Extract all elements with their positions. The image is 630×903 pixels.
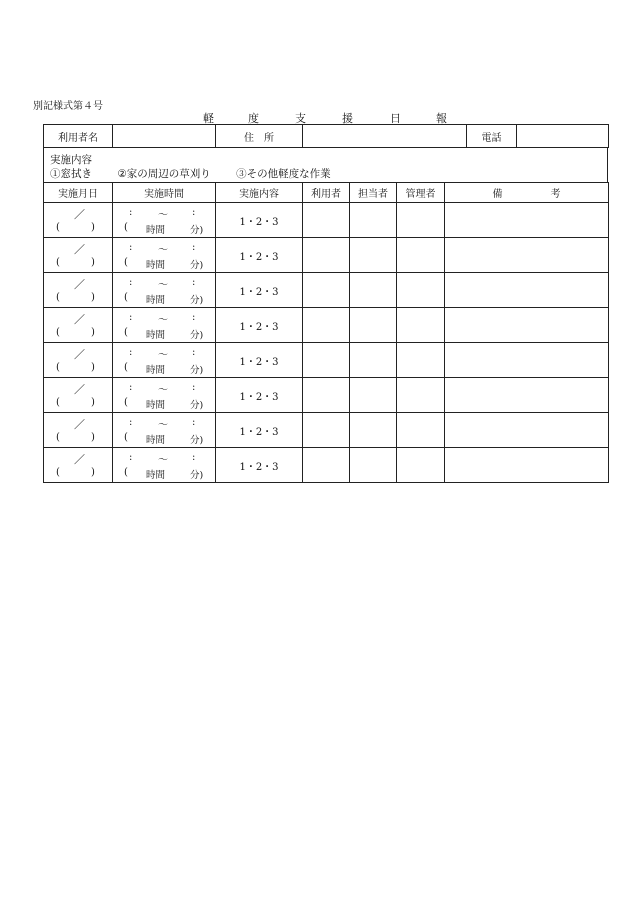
table-row bbox=[44, 378, 609, 413]
column-header: 実施月日 bbox=[44, 183, 113, 203]
staff-stamp-cell[interactable] bbox=[350, 378, 397, 413]
manager-stamp-cell[interactable] bbox=[397, 238, 445, 273]
duration-paren-open: ( bbox=[124, 432, 128, 443]
time-range-tilde: ～ bbox=[158, 455, 168, 466]
weekday-paren-open: ( bbox=[56, 397, 60, 408]
time-range-tilde: ～ bbox=[158, 385, 168, 396]
end-time-colon: : bbox=[192, 417, 196, 428]
duration-paren-open: ( bbox=[124, 327, 128, 338]
date-cell[interactable] bbox=[44, 343, 113, 378]
weekday-paren-close: ) bbox=[91, 362, 95, 373]
end-time-colon: : bbox=[192, 452, 196, 463]
content-section-label: 実施内容 bbox=[50, 154, 92, 166]
staff-stamp-cell[interactable] bbox=[350, 273, 397, 308]
end-time-colon: : bbox=[192, 382, 196, 393]
column-header-remarks bbox=[445, 183, 609, 203]
user-stamp-cell[interactable] bbox=[303, 448, 350, 483]
date-slash: ／ bbox=[74, 278, 85, 291]
phone-field[interactable] bbox=[517, 125, 609, 148]
user-name-field[interactable] bbox=[113, 125, 216, 148]
user-info-table bbox=[43, 124, 609, 148]
duration-paren-open: ( bbox=[124, 397, 128, 408]
start-time-colon: : bbox=[129, 277, 133, 288]
remarks-cell[interactable] bbox=[445, 448, 609, 483]
title-char: 度 bbox=[248, 112, 259, 125]
date-cell[interactable] bbox=[44, 238, 113, 273]
manager-stamp-cell[interactable] bbox=[397, 448, 445, 483]
duration-minutes-label: 分) bbox=[190, 225, 204, 236]
date-cell[interactable] bbox=[44, 378, 113, 413]
start-time-colon: : bbox=[129, 417, 133, 428]
duration-paren-open: ( bbox=[124, 292, 128, 303]
end-time-colon: : bbox=[192, 312, 196, 323]
table-row bbox=[44, 238, 609, 273]
form-number: 別記様式第４号 bbox=[33, 101, 103, 112]
duration-minutes-label: 分) bbox=[190, 470, 204, 481]
duration-paren-open: ( bbox=[124, 467, 128, 478]
staff-stamp-cell[interactable] bbox=[350, 413, 397, 448]
end-time-colon: : bbox=[192, 207, 196, 218]
date-slash: ／ bbox=[74, 243, 85, 256]
time-range-tilde: ～ bbox=[158, 210, 168, 221]
duration-hours-label: 時間 bbox=[146, 470, 166, 481]
content-cell[interactable]: 1・2・3 bbox=[216, 238, 303, 273]
daily-report-table bbox=[43, 182, 609, 483]
user-stamp-cell[interactable] bbox=[303, 343, 350, 378]
user-name-label: 利用者名 bbox=[44, 125, 113, 148]
title-char: 支 bbox=[295, 112, 306, 125]
end-time-colon: : bbox=[192, 242, 196, 253]
time-range-tilde: ～ bbox=[158, 245, 168, 256]
table-header-row bbox=[44, 183, 609, 203]
content-cell[interactable]: 1・2・3 bbox=[216, 448, 303, 483]
remarks-cell[interactable] bbox=[445, 273, 609, 308]
date-cell[interactable] bbox=[44, 448, 113, 483]
date-cell[interactable] bbox=[44, 203, 113, 238]
date-cell[interactable] bbox=[44, 413, 113, 448]
time-range-tilde: ～ bbox=[158, 350, 168, 361]
staff-stamp-cell[interactable] bbox=[350, 203, 397, 238]
time-cell[interactable] bbox=[113, 273, 216, 308]
staff-stamp-cell[interactable] bbox=[350, 343, 397, 378]
content-option: ②家の周辺の草刈り bbox=[117, 168, 211, 180]
weekday-paren-close: ) bbox=[91, 432, 95, 443]
time-range-tilde: ～ bbox=[158, 315, 168, 326]
duration-paren-open: ( bbox=[124, 222, 128, 233]
start-time-colon: : bbox=[129, 207, 133, 218]
start-time-colon: : bbox=[129, 347, 133, 358]
user-stamp-cell[interactable] bbox=[303, 308, 350, 343]
start-time-colon: : bbox=[129, 452, 133, 463]
manager-stamp-cell[interactable] bbox=[397, 308, 445, 343]
duration-paren-open: ( bbox=[124, 257, 128, 268]
user-stamp-cell[interactable] bbox=[303, 273, 350, 308]
duration-hours-label: 時間 bbox=[146, 295, 166, 306]
title-char: 援 bbox=[342, 112, 353, 125]
content-cell[interactable]: 1・2・3 bbox=[216, 203, 303, 238]
content-cell[interactable]: 1・2・3 bbox=[216, 413, 303, 448]
remarks-cell[interactable] bbox=[445, 308, 609, 343]
manager-stamp-cell[interactable] bbox=[397, 343, 445, 378]
date-cell[interactable] bbox=[44, 273, 113, 308]
time-cell[interactable] bbox=[113, 343, 216, 378]
time-cell[interactable] bbox=[113, 448, 216, 483]
time-range-tilde: ～ bbox=[158, 280, 168, 291]
table-row bbox=[44, 308, 609, 343]
weekday-paren-close: ) bbox=[91, 467, 95, 478]
start-time-colon: : bbox=[129, 382, 133, 393]
phone-label: 電話 bbox=[467, 125, 517, 148]
column-header: 管理者 bbox=[397, 183, 445, 203]
time-cell[interactable] bbox=[113, 413, 216, 448]
weekday-paren-close: ) bbox=[91, 257, 95, 268]
table-row bbox=[44, 413, 609, 448]
date-cell[interactable] bbox=[44, 308, 113, 343]
remarks-char: 備 bbox=[492, 189, 503, 200]
user-stamp-cell[interactable] bbox=[303, 238, 350, 273]
duration-hours-label: 時間 bbox=[146, 260, 166, 271]
start-time-colon: : bbox=[129, 312, 133, 323]
weekday-paren-close: ) bbox=[91, 397, 95, 408]
duration-paren-open: ( bbox=[124, 362, 128, 373]
user-stamp-cell[interactable] bbox=[303, 413, 350, 448]
duration-hours-label: 時間 bbox=[146, 330, 166, 341]
column-header: 実施内容 bbox=[216, 183, 303, 203]
duration-hours-label: 時間 bbox=[146, 400, 166, 411]
time-cell[interactable] bbox=[113, 238, 216, 273]
date-slash: ／ bbox=[74, 453, 85, 466]
manager-stamp-cell[interactable] bbox=[397, 378, 445, 413]
column-header: 実施時間 bbox=[113, 183, 216, 203]
column-header: 担当者 bbox=[350, 183, 397, 203]
duration-hours-label: 時間 bbox=[146, 365, 166, 376]
address-field[interactable] bbox=[303, 125, 467, 148]
title-char: 日 bbox=[390, 112, 401, 125]
date-slash: ／ bbox=[74, 348, 85, 361]
weekday-paren-open: ( bbox=[56, 292, 60, 303]
column-header: 利用者 bbox=[303, 183, 350, 203]
weekday-paren-close: ) bbox=[91, 327, 95, 338]
date-slash: ／ bbox=[74, 313, 85, 326]
date-slash: ／ bbox=[74, 383, 85, 396]
remarks-cell[interactable] bbox=[445, 203, 609, 238]
remarks-cell[interactable] bbox=[445, 413, 609, 448]
manager-stamp-cell[interactable] bbox=[397, 203, 445, 238]
table-row bbox=[44, 273, 609, 308]
content-option: ①窓拭き bbox=[50, 168, 92, 180]
weekday-paren-open: ( bbox=[56, 467, 60, 478]
content-cell[interactable]: 1・2・3 bbox=[216, 343, 303, 378]
content-options-list bbox=[50, 166, 353, 181]
staff-stamp-cell[interactable] bbox=[350, 238, 397, 273]
time-cell[interactable] bbox=[113, 203, 216, 238]
address-label: 住 所 bbox=[216, 125, 303, 148]
title-char: 報 bbox=[436, 112, 447, 125]
remarks-cell[interactable] bbox=[445, 378, 609, 413]
time-cell[interactable] bbox=[113, 308, 216, 343]
weekday-paren-open: ( bbox=[56, 222, 60, 233]
weekday-paren-close: ) bbox=[91, 222, 95, 233]
weekday-paren-open: ( bbox=[56, 257, 60, 268]
content-cell[interactable]: 1・2・3 bbox=[216, 308, 303, 343]
start-time-colon: : bbox=[129, 242, 133, 253]
remarks-char: 考 bbox=[550, 189, 561, 200]
staff-stamp-cell[interactable] bbox=[350, 448, 397, 483]
date-slash: ／ bbox=[74, 418, 85, 431]
staff-stamp-cell[interactable] bbox=[350, 308, 397, 343]
duration-minutes-label: 分) bbox=[190, 295, 204, 306]
date-slash: ／ bbox=[74, 208, 85, 221]
duration-minutes-label: 分) bbox=[190, 400, 204, 411]
remarks-cell[interactable] bbox=[445, 343, 609, 378]
weekday-paren-open: ( bbox=[56, 362, 60, 373]
end-time-colon: : bbox=[192, 277, 196, 288]
user-stamp-cell[interactable] bbox=[303, 378, 350, 413]
weekday-paren-open: ( bbox=[56, 432, 60, 443]
table-row bbox=[44, 343, 609, 378]
time-cell[interactable] bbox=[113, 378, 216, 413]
remarks-cell[interactable] bbox=[445, 238, 609, 273]
duration-hours-label: 時間 bbox=[146, 225, 166, 236]
duration-minutes-label: 分) bbox=[190, 365, 204, 376]
manager-stamp-cell[interactable] bbox=[397, 273, 445, 308]
end-time-colon: : bbox=[192, 347, 196, 358]
duration-minutes-label: 分) bbox=[190, 260, 204, 271]
duration-minutes-label: 分) bbox=[190, 435, 204, 446]
weekday-paren-open: ( bbox=[56, 327, 60, 338]
time-range-tilde: ～ bbox=[158, 420, 168, 431]
table-row bbox=[44, 203, 609, 238]
weekday-paren-close: ) bbox=[91, 292, 95, 303]
manager-stamp-cell[interactable] bbox=[397, 413, 445, 448]
document-title bbox=[190, 110, 460, 124]
content-option: ③その他軽度な作業 bbox=[236, 168, 331, 180]
user-stamp-cell[interactable] bbox=[303, 203, 350, 238]
content-options-section bbox=[43, 147, 608, 182]
duration-minutes-label: 分) bbox=[190, 330, 204, 341]
title-char: 軽 bbox=[203, 112, 214, 125]
content-cell[interactable]: 1・2・3 bbox=[216, 273, 303, 308]
content-cell[interactable]: 1・2・3 bbox=[216, 378, 303, 413]
duration-hours-label: 時間 bbox=[146, 435, 166, 446]
table-row bbox=[44, 448, 609, 483]
